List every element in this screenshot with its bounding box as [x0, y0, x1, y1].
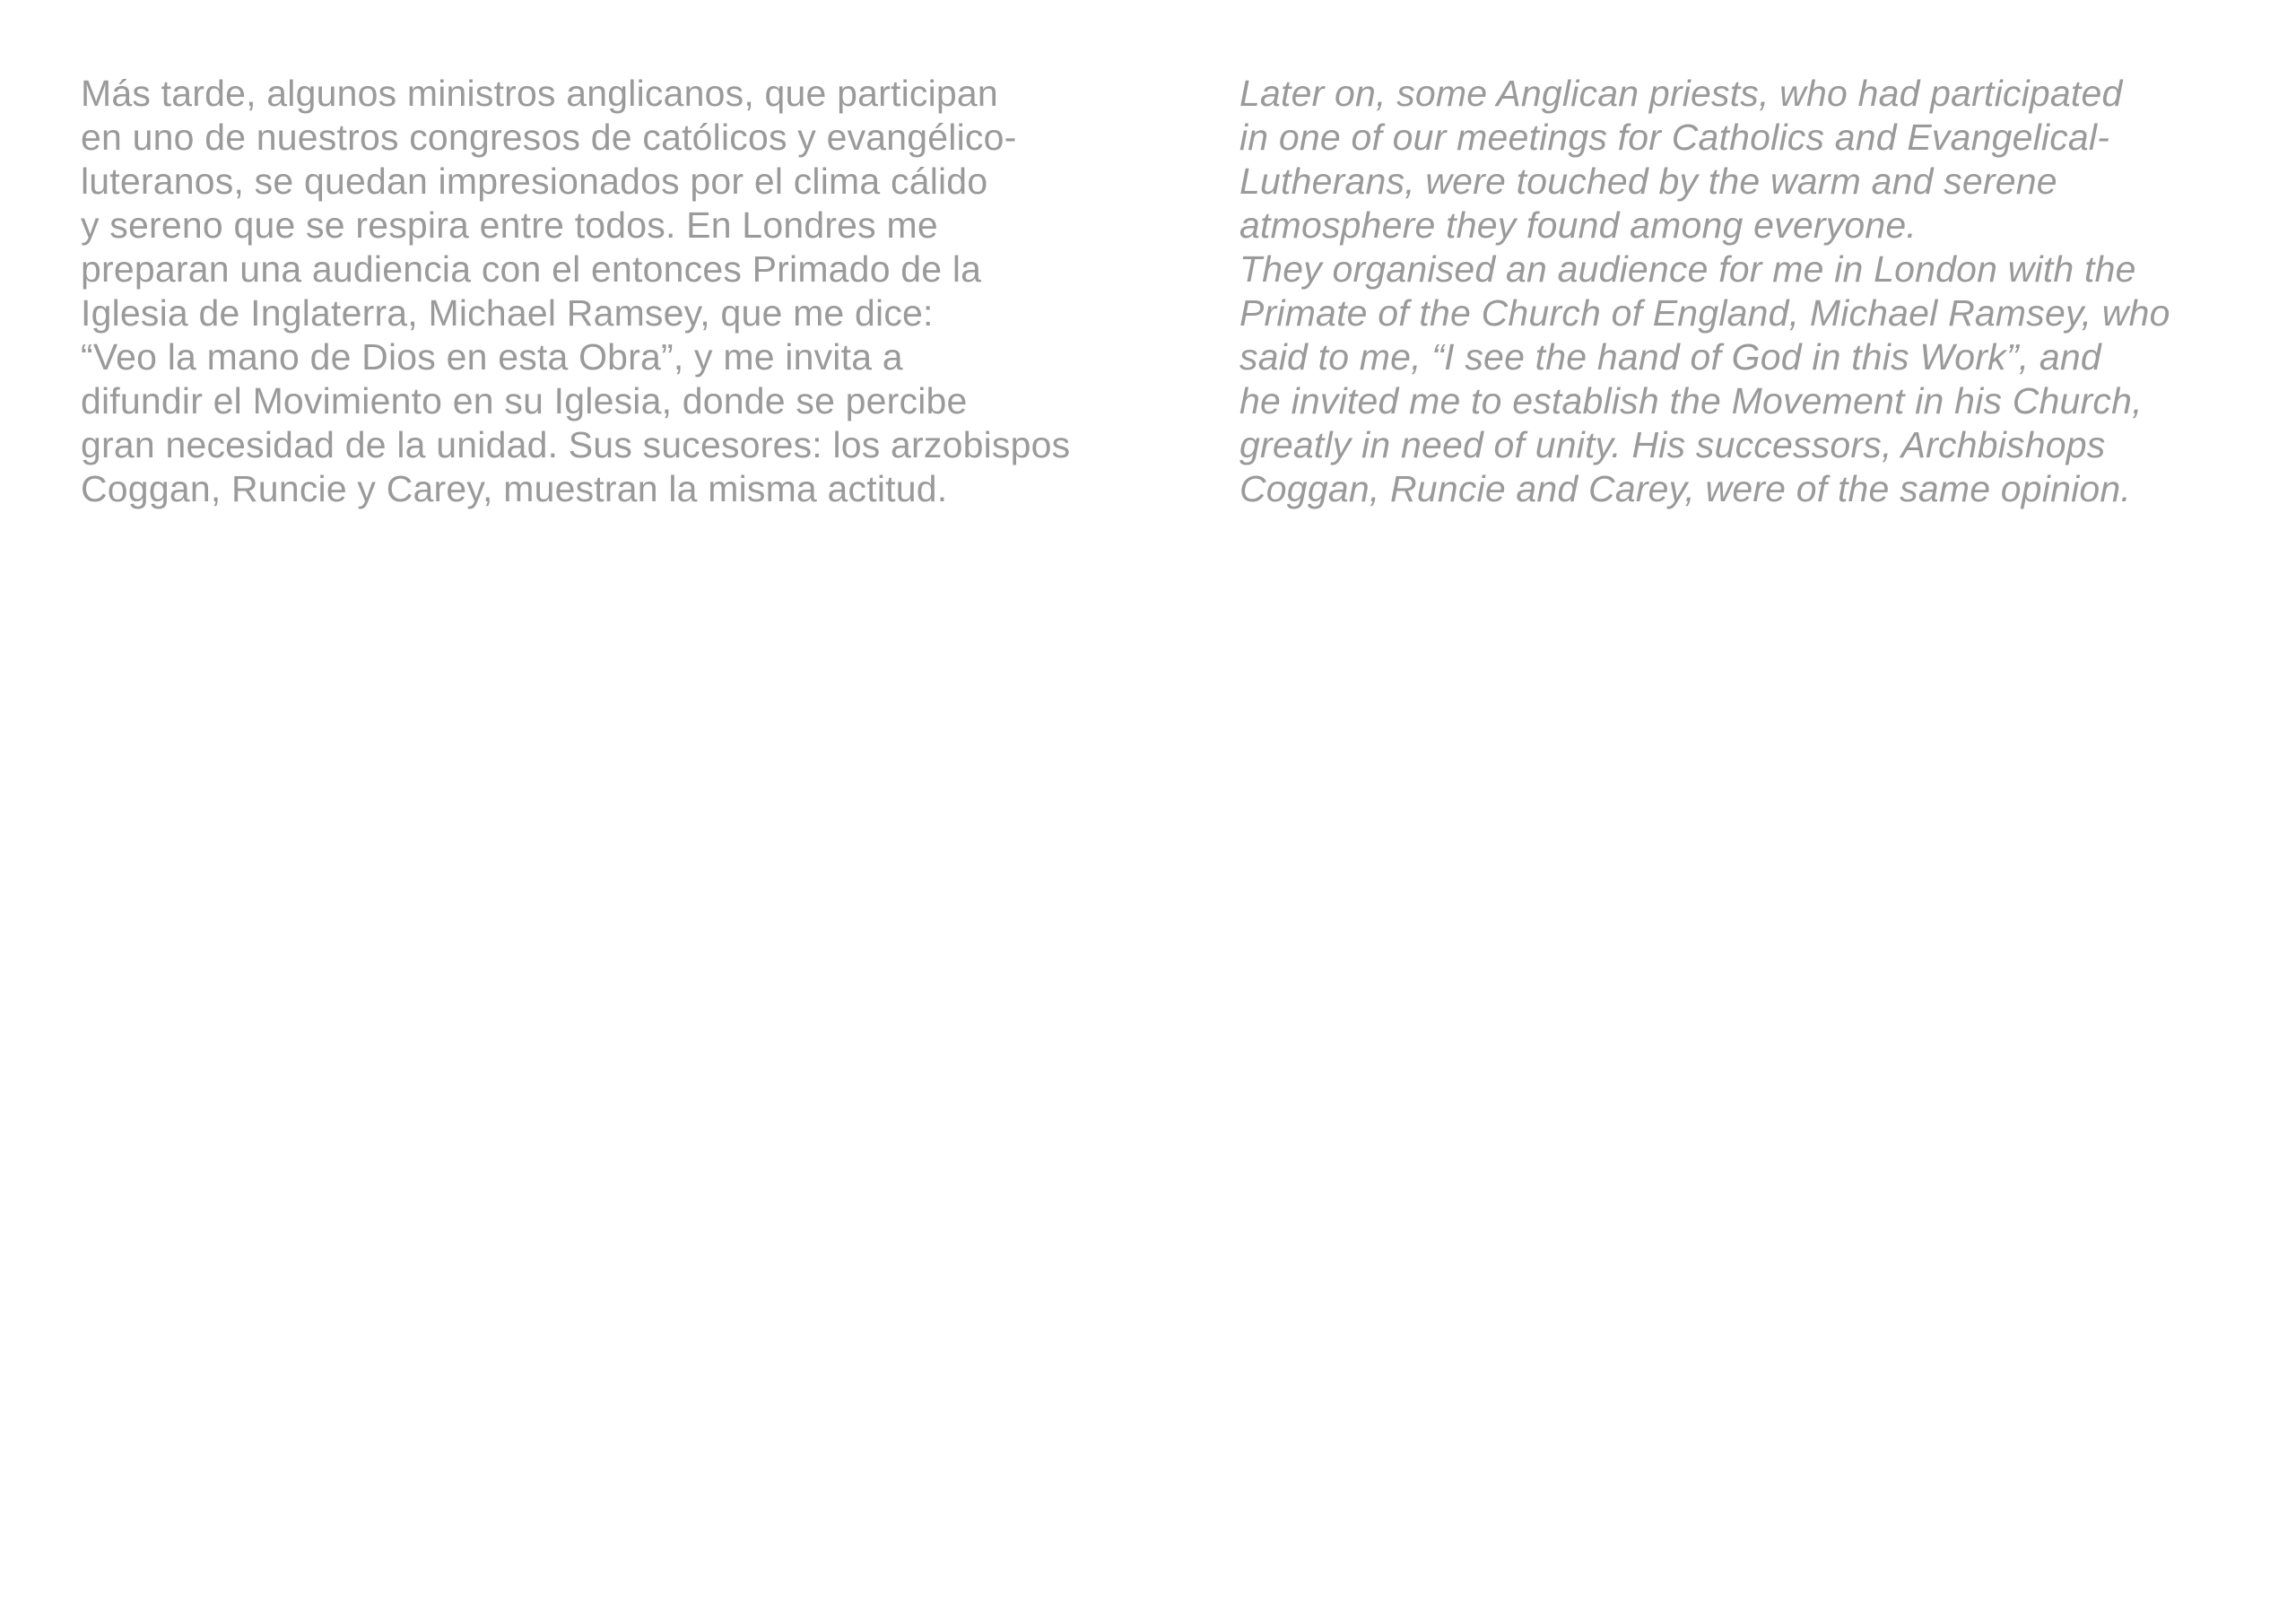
english-line: greatly in need of unity. His successors, Archbishops	[1239, 424, 2106, 465]
english-line: Primate of the Church of England, Michael Ramsey, who	[1239, 292, 2170, 334]
spanish-line: Coggan, Runcie y Carey, muestran la misma actitud.	[81, 468, 948, 509]
spanish-line: y sereno que se respira entre todos. En Londres me	[81, 204, 938, 246]
spanish-line: luteranos, se quedan impresionados por el clima cálido	[81, 161, 988, 202]
english-line: in one of our meetings for Catholics and Evangelical-	[1239, 117, 2110, 158]
spanish-line: preparan una audiencia con el entonces Primado de la	[81, 248, 982, 290]
spanish-line: gran necesidad de la unidad. Sus sucesores: los arzobispos	[81, 424, 1071, 465]
english-line: Coggan, Runcie and Carey, were of the same opinion.	[1239, 468, 2132, 509]
spanish-line: en uno de nuestros congresos de católicos y evangélico-	[81, 117, 1017, 158]
english-line: atmosphere they found among everyone.	[1239, 204, 1917, 246]
english-line: said to me, “I see the hand of God in this Work”, and	[1239, 336, 2101, 378]
spanish-line: “Veo la mano de Dios en esta Obra”, y me invita a	[81, 336, 903, 378]
english-line: he invited me to establish the Movement in his Church,	[1239, 380, 2143, 421]
spanish-line: Más tarde, algunos ministros anglicanos, que participan	[81, 73, 998, 114]
english-paragraph	[1239, 72, 2262, 511]
spanish-paragraph	[81, 72, 1121, 511]
english-line: Lutherans, were touched by the warm and serene	[1239, 161, 2057, 202]
english-line: They organised an audience for me in London with the	[1239, 248, 2136, 290]
english-line: Later on, some Anglican priests, who had participated	[1239, 73, 2123, 114]
spanish-line: Iglesia de Inglaterra, Michael Ramsey, que me dice:	[81, 292, 934, 334]
spanish-line: difundir el Movimiento en su Iglesia, donde se percibe	[81, 380, 968, 421]
